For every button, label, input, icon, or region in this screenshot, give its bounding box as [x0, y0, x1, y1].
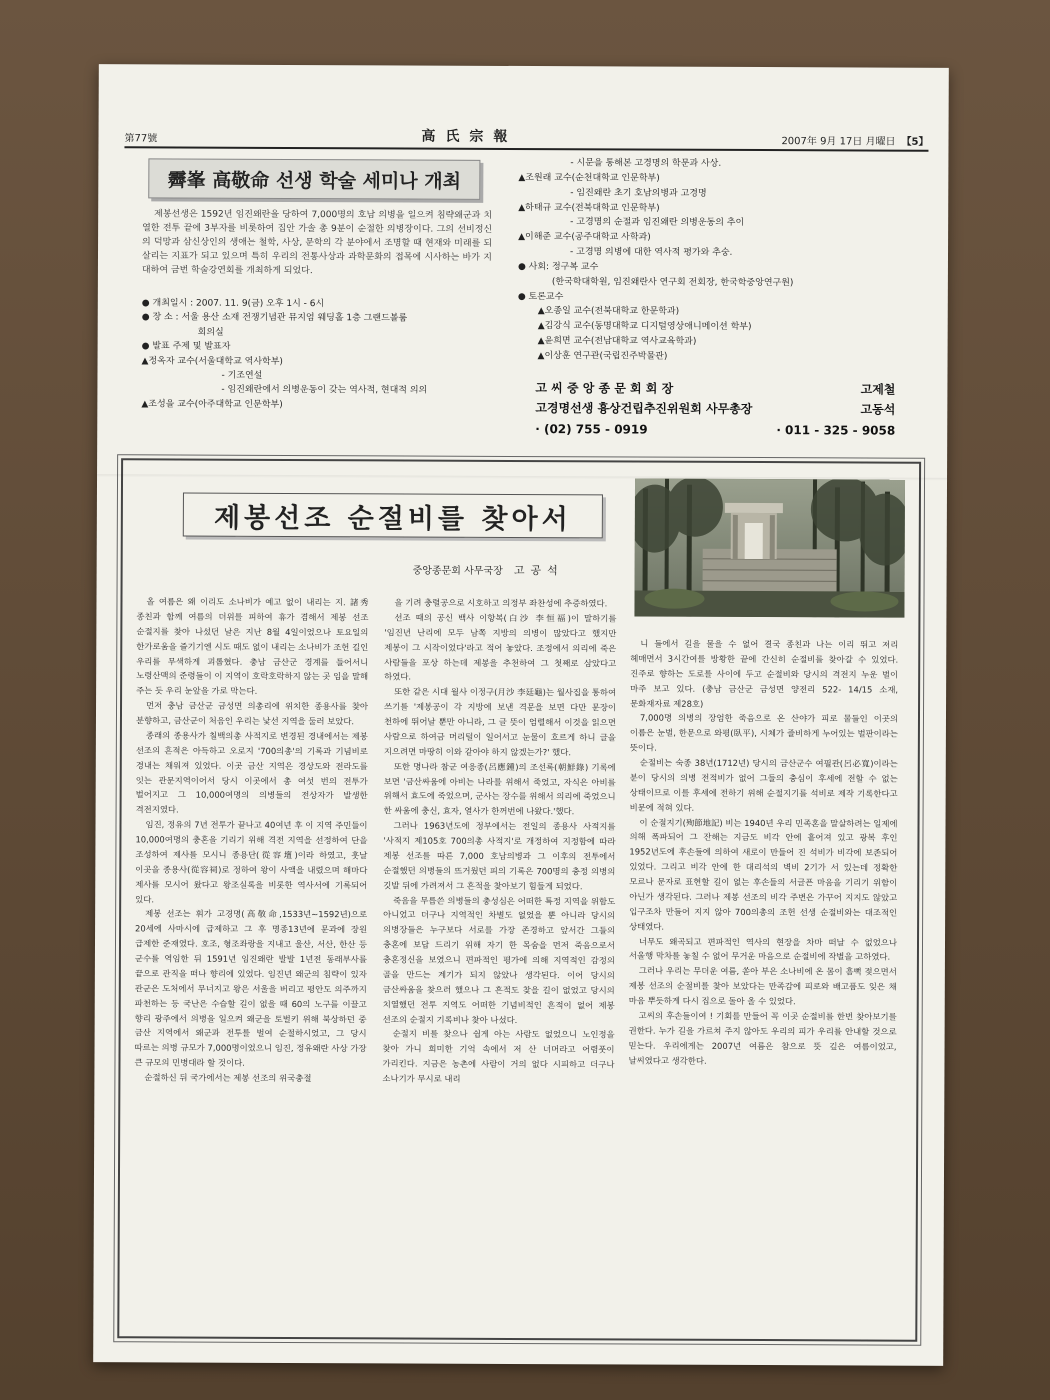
- contact-row-1: [535, 378, 895, 400]
- paragraph: 또한 명나라 참군 여응종(呂應鍾)의 조선록(朝鮮錄) 기록에 보면 '금산싸움에 아비는 나라를 위해서 죽었고, 자식은 아비를 위해서 효도에 죽었으며, 군사는 장수를 위해서 의리에 죽었으니 한 싸움에 충신, 효자, 열사가 한꺼번에 나왔다.'했다.: [383, 761, 616, 817]
- contact-org-2: 고경명선생 흉상건립추진위원회 사무총장: [535, 401, 753, 417]
- paragraph: 올 여름은 왜 이리도 소나비가 예고 없이 내리는 지. 諸秀 종친과 함께 여름의 더위를 피하여 휴가 겸해서 제봉 선조 순절지를 찾아 나섰던 날은 지난 8월 4일이었으나 토요일의 한가로움을 즐기기엔 시도 때도 없이 내리는 소나비가 조헌 길인 우리를 무색하게 괴롭혔다. 충남 금산군 경계를 들어서니 노령산맥의 준령들이 이 지역이 호락호락하지 않는 곳 임을 말해 주는 듯 우리 눈앞을 가로 막는다.: [136, 596, 369, 697]
- newspaper-page: [93, 64, 949, 1366]
- presenter-1-topic-b: - 임진왜란에서 의병운동이 갖는 역사적, 현대적 의의: [221, 385, 428, 396]
- masthead: [124, 128, 928, 152]
- issue-date: 2007年 9月 17日 月曜日: [781, 136, 896, 148]
- presenter-5: ▲ 이해준 교수(공주대학교 사학과): [518, 230, 918, 247]
- monument-photo: [634, 478, 905, 617]
- paragraph: 제봉 선조는 휘가 고경명(高敬命,1533년~1592년)으로 20세에 사마시에 급제하고 그 후 명종13년에 문과에 장원 급제한 준재였다. 호조, 형조좌랑을 지내고 울산, 서산, 한산 등 군수를 역임한 뒤 1591년 임진왜란 발발 1년전 동래부사를 끝으로 관직을 떠나 향리에 있었다. 임진년 왜군의 침략이 있자 관군은 도처에서 무너지고 왕은 서울을 버리고 평안도 의주까지 파천하는 등 국난은 수습할 길이 없을 때 60의 노구를 이끌고 향리 광주에서 의병을 일으켜 왜군을 토벌키 위해 북상하던 중 금산 지역에서 왜군과 전투를 벌여 순절하시었고, 그 당시 따르는 의병 규모가 7,000명이었으니 임진, 정유왜란 사상 가장 큰 규모의 민병대라 할 것이다.: [134, 908, 368, 1068]
- contact-row-3: [535, 419, 895, 441]
- paragraph: 순절지 비를 찾으나 쉽게 아는 사람도 없었으니 노인정을 찾아 가니 희미한 기억 속에서 저 산 너머라고 어렴풋이 가리킨다. 지금은 농촌에 사람이 거의 없다 시피하고 더구나 소나기가 무시로 내리: [382, 1028, 615, 1084]
- contact-block: [535, 378, 895, 441]
- paragraph: 죽음을 무릅쓴 의병들의 충성심은 어떠한 특정 지역을 위함도 아니었고 더구나 지역적인 차별도 없었을 뿐 아니라 당시의 의병장들은 누구보다 서로를 가장 존경하고 앞서간 그들의 충혼에 보답 드리기 위해 자기 한 목숨을 먼저 죽음으로서 충혼정신을 보였으니 편파적인 평가에 의해 지역적인 감정의 골을 만드는 계기가 되지 않았나 생각된다. 이어 당시의 금산싸움을 찾으러 했으나 그 흔적도 찾을 길이 없었고 당시의 치열했던 전투 지역도 어떠한 기념비적인 흔적이 없어 제봉 선조의 순절지 기록비나 찾아 나섰다.: [382, 894, 616, 1025]
- paragraph: 임진, 정유의 7년 전투가 끝나고 40여년 후 이 지역 주민들이 10,000여명의 충혼을 기리기 위해 격전 지역을 선정하여 단을 조성하여 제사를 모시니 종용단(從容壇)이라 하였고, 훗날 이곳을 종용사(從容祠)로 정하여 왕이 사액을 내렸으며 해마다 제사를 모시어 왔다고 왕조실록을 비롯한 역사서에 기록되어 있다.: [135, 819, 368, 904]
- byline-name: 고공석: [513, 563, 564, 578]
- contact-org-1: 고 씨 중 앙 종 문 회 회 장: [535, 381, 674, 396]
- paragraph: 선조 때의 공신 백사 이항복(白沙 李恒福)이 말하기를 '임진년 난리에 모두 남쪽 지방의 의병이 많았다고 했지만 제봉이 그 시작이었다'라고 적어 놓았다. 조정에서 의리에 죽은 사람들을 포상 하는데 제봉을 추천하여 그 첫째로 삼았다고 하였다.: [384, 612, 617, 682]
- article-byline: [413, 562, 564, 579]
- moderator-affiliation: (한국학대학원, 임진왜란사 연구회 전회장, 한국학중앙연구원): [551, 276, 794, 288]
- presenter-5-topic: - 고경명 의병에 대한 역사적 평가와 추숭.: [569, 247, 733, 258]
- paragraph: 그러나 1963년도에 정부에서는 전일의 종용사 사적지를 '사적지 제105호 700의총 사적지'로 개정하여 지정함에 따라 제봉 선조를 따른 7,000 호남의병과 그 이후의 전투에서 순절했던 의병들의 뜨거웠던 피의 기록은 700명의 충정 의병의 깃발 뒤에 가려져서 그 흔적을 찾아보기 힘들게 되었다.: [383, 820, 616, 891]
- contact-name-2: 고동석: [860, 402, 896, 418]
- seminar-datetime: ● 개최일시 : 2007. 11. 9(금) 오후 1시 - 6시: [142, 296, 502, 312]
- article-column-2: [381, 595, 616, 1316]
- seminar-presenters-list: [518, 156, 919, 366]
- presenter-3: ▲ 조원래 교수(순천대학교 인문학부): [518, 171, 918, 188]
- seminar-headline: 霽峯 高敬命 선생 학술 세미나 개최: [148, 158, 480, 199]
- presenters-heading: ● 발표 주제 및 발표자: [142, 340, 502, 356]
- masthead-date-group: [781, 132, 928, 148]
- presenter-2: ▲ 조성을 교수(아주대학교 인문학부): [141, 397, 501, 413]
- page-number: 【5】: [901, 136, 929, 148]
- contact-phone-1: · (02) 755 - 0919: [535, 421, 648, 437]
- paragraph: 또한 같은 시대 월사 이정구(月沙 李廷龜)는 월사집을 통하여 쓰기를 '제봉공이 각 지방에 보낸 격문을 보면 다만 문장이 천하에 뛰어날 뿐만 아니라, 그 글 뜻이 엄렬해서 이것을 읽으면 사람으로 하여금 머리털이 일어서고 눈물이 흐르게 하니 글을 지으려면 마땅히 이와 같아야 하지 않겠는가?' 했다.: [383, 686, 617, 757]
- article-column-1: [133, 594, 368, 1315]
- contact-row-2: [535, 398, 895, 420]
- monument-photo-graphic: [634, 478, 905, 617]
- paragraph: 고씨의 후손들이여 ! 기회를 만들어 꼭 이곳 순절비를 한번 찾아보기를 권한다. 누가 길을 가르쳐 주지 않아도 우리의 피가 우리를 안내할 것으로 믿는다. 우리에게는 2007년 여름은 참으로 뜻 깊은 여름이었고, 날씨였다고 생각한다.: [628, 1010, 897, 1066]
- presenter-4: ▲ 하태규 교수(전북대학교 인문학부): [518, 201, 918, 218]
- panel-heading: ● 토론교수: [518, 290, 918, 307]
- presenter-3-topic: - 임진왜란 초기 호남의병과 고경명: [570, 187, 707, 199]
- presenter-1-topic-a: - 기조연설: [221, 370, 263, 381]
- byline-role: 중앙종문회 사무국장: [412, 565, 503, 577]
- paragraph: 7,000명 의병의 장엄한 죽음으로 온 산야가 피로 물들인 이곳의 이름은 눈벌, 한문으로 와평(臥平), 시체가 즐비하게 누어있는 벌판이라는 뜻이다.: [629, 712, 899, 753]
- seminar-place: ● 장 소 : 서울 용산 소재 전쟁기념관 뮤지엄 웨딩홀 1층 그랜드볼룸: [142, 311, 502, 327]
- article-column-3: [627, 636, 898, 1337]
- paragraph: 이 순절지기(殉節地記) 비는 1940년 우리 민족혼을 말살하려는 일제에 의해 폭파되어 그 잔해는 지금도 비각 안에 흩어져 있고 광복 후인 1952년도에 후손들에 의하여 새로이 만들어 진 석비가 비각에 보존되어 있었다. 그리고 비각 안에 한 대리석의 벽비 2기가 서 있는데 정확한 모르나 문자로 표현할 길이 없는 후손들의 서글픈 마음을 기리기 위함이 아닌가 생각된다. 그러나 제봉 선조의 비각 주변은 가꾸어 지지도 않았고 입구조차 만들어 지지 않아 700의총의 조헌 선생 순절비와는 대조적인 상태였다.: [629, 817, 898, 932]
- newspaper-title: 高氏宗報: [421, 128, 518, 145]
- presenter-1: ▲ 정옥자 교수(서울대학교 역사학부): [142, 354, 502, 370]
- paragraph: 너무도 왜곡되고 편파적인 역사의 현장을 차마 떠날 수 없었으나 서울행 막차를 놓칠 수 없어 무거운 마음으로 순절비에 작별을 고하였다.: [628, 936, 898, 962]
- paragraph: 을 기려 충렬공으로 시호하고 의정부 좌찬성에 추증하였다.: [394, 597, 608, 609]
- contact-phone-2: · 011 - 325 - 9058: [776, 422, 896, 438]
- issue-number: 第77號: [124, 133, 158, 145]
- panelist-3: ▲ 윤희면 교수(전남대학교 역사교육학과): [518, 334, 918, 351]
- paragraph: 순절비는 숙종 38년(1712년) 당시의 금산군수 여필관(呂必寬)이라는 분이 당시의 의병 전적비가 없어 그들의 충심이 후세에 전할 수 없는 상태이므로 이를 후세에 전하기 위해 순절지기를 석비로 제작 기록한다고 비문에 적혀 있다.: [629, 757, 898, 813]
- presenter-2-topic: - 시문을 통해본 고경명의 학문과 사상.: [570, 158, 722, 169]
- panelist-4: ▲ 이상훈 연구관(국립진주박물관): [518, 349, 918, 366]
- seminar-intro: 제봉선생은 1592년 임진왜란을 당하여 7,000명의 호남 의병을 일으켜 침략왜군과 치열한 전투 끝에 3부자를 비롯하여 집안 가솔 총 9분이 순절한 의병장이다. 그의 선비정신의 덕망과 삼신상인의 생애는 철학, 사상, 문학의 각 분야에서 조명할 때 현재와 미래를 되살리는 지표가 되고 있으며 특히 우리의 전통사상과 과학문화의 접목에 시사하는 바가 지대하여 금번 학술강연회를 개최하게 되었다.: [141, 209, 493, 276]
- presenter-4-topic: - 고경명의 순절과 임진왜란 의병운동의 추이: [570, 217, 745, 229]
- article-headline: 제봉선조 순절비를 찾아서: [183, 493, 603, 539]
- paragraph: 니 들에서 길을 물을 수 없어 결국 종친과 나는 이리 뛰고 저리 헤매면서 3시간여를 방황한 끝에 간신히 순절비를 찾아갈 수 있었다. 진주로 향하는 도로를 사이에 두고 순절비와 당시의 격전지 누운 벌이 마주 보고 있다. (충남 금산군 금성면 양전리 522- 14/15 소재, 문화재자료 제28호): [630, 638, 899, 709]
- paragraph: 종래의 종용사가 칠백의총 사적지로 변경된 경내에서는 제봉 선조의 흔적은 아득하고 오로지 '700의총'의 기록과 기념비로 경내는 채워져 있었다. 이곳 금산 지역은 경상도와 전라도를 잇는 관문지역이어서 당시 이곳에서 총 여섯 번의 전투가 벌어지고 그 10,000여명의 의병들의 전상자가 발생한 격전지였다.: [135, 730, 368, 815]
- contact-name-1: 고제철: [860, 382, 896, 397]
- panelist-1: ▲ 오종일 교수(전북대학교 한문학과): [518, 304, 918, 321]
- seminar-info: [141, 296, 501, 413]
- panelist-2: ▲ 김강식 교수(동명대학교 디지털영상애니메이션 학부): [518, 319, 918, 336]
- article-box: [117, 458, 921, 1341]
- paragraph: 먼저 충남 금산군 금성면 의총리에 위치한 종용사를 찾아 분향하고, 금산군이 처음인 우리는 낯선 지역을 둘러 보았다.: [135, 700, 369, 727]
- seminar-place-cont: 회의실: [197, 327, 224, 338]
- moderator: ● 사회: 정구복 교수: [518, 260, 918, 277]
- paragraph: 그러나 우리는 무더운 여름, 쏟아 부은 소나비에 온 몸이 흠뻑 젖으면서 제봉 선조의 순절비를 찾아 보았다는 만족감에 피로와 배고픔도 잊은 채 마음 뿌듯하게 다시 집으로 돌아 올 수 있었다.: [628, 965, 897, 1007]
- paragraph: 순절하신 뒤 국가에서는 제봉 선조의 위국충절: [144, 1072, 312, 1084]
